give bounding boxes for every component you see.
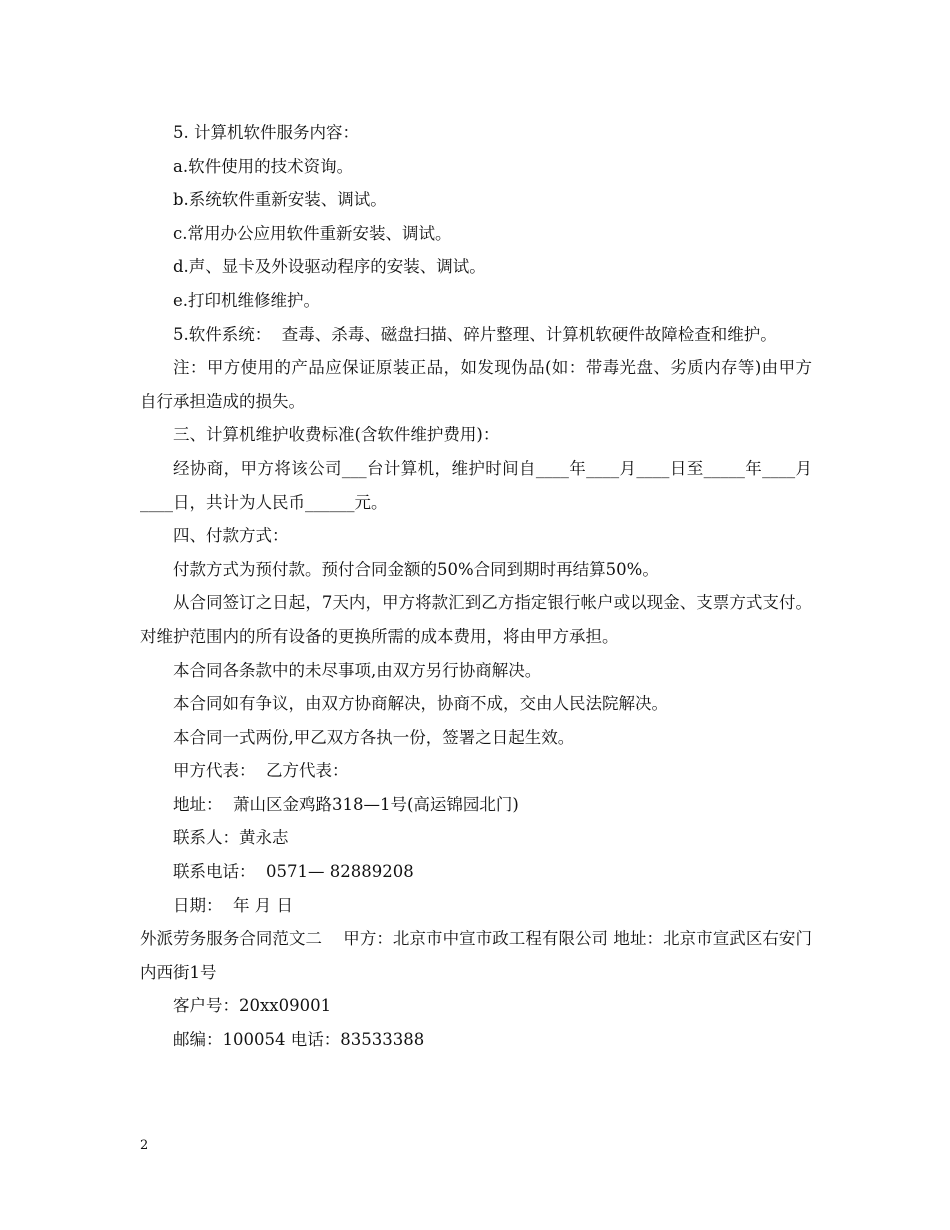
document-paragraph: d.声、显卡及外设驱动程序的安装、调试。 [173,257,486,277]
document-paragraph: 外派劳务服务合同范文二 甲方：北京市中宣市政工程有限公司 地址：北京市宣武区右安门内西街1号 [140,929,812,982]
document-paragraph: 三、计算机维护收费标准(含软件维护费用)： [173,425,500,445]
document-paragraph: 5. 计算机软件服务内容： [173,123,359,142]
document-paragraph: 注：甲方使用的产品应保证原装正品，如发现伪品(如：带毒光盘、劣质内存等)由甲方自行承担造成的损失。 [140,358,812,411]
document-paragraph: 本合同各条款中的未尽事项,由双方另行协商解决。 [173,660,542,680]
page-number: 2 [140,1138,149,1153]
document-paragraph: 邮编：100054 电话：83533388 [173,1030,425,1050]
document-paragraph: 本合同一式两份,甲乙双方各执一份，签署之日起生效。 [173,727,575,747]
document-paragraph: b.系统软件重新安装、调试。 [173,190,387,210]
document-paragraph: c.常用办公应用软件重新安装、调试。 [173,223,452,243]
document-paragraph: a.软件使用的技术资询。 [173,156,354,176]
document-paragraph: 四、付款方式： [173,526,289,546]
document-paragraph: 5.软件系统： 查毒、杀毒、磁盘扫描、碎片整理、计算机软硬件故障检查和维护。 [173,324,777,344]
document-paragraph: e.打印机维修维护。 [173,290,321,310]
document-paragraph: 从合同签订之日起，7天内，甲方将款汇到乙方指定银行帐户或以现金、支票方式支付。对维护范围内的所有设备的更换所需的成本费用，将由甲方承担。 [140,593,812,646]
document-paragraph: 联系人：黄永志 [173,828,289,848]
document-paragraph: 客户号：20xx09001 [173,996,332,1016]
document-paragraph: 付款方式为预付款。预付合同金额的50%合同到期时再结算50%。 [173,559,659,579]
document-paragraph: 经协商，甲方将该公司___台计算机，维护时间自____年____月____日至_____年____月____日，共计为人民币______元。 [140,458,812,512]
document-paragraph: 本合同如有争议，由双方协商解决，协商不成，交由人民法院解决。 [173,694,668,714]
document-paragraph: 甲方代表： 乙方代表： [173,761,349,781]
document-paragraph: 日期： 年 月 日 [173,895,293,915]
document-paragraph: 地址： 萧山区金鸡路318—1号(高运锦园北门) [173,794,519,814]
document-body [140,116,812,1057]
document-paragraph: 联系电话： 0571— 82889208 [173,862,414,882]
